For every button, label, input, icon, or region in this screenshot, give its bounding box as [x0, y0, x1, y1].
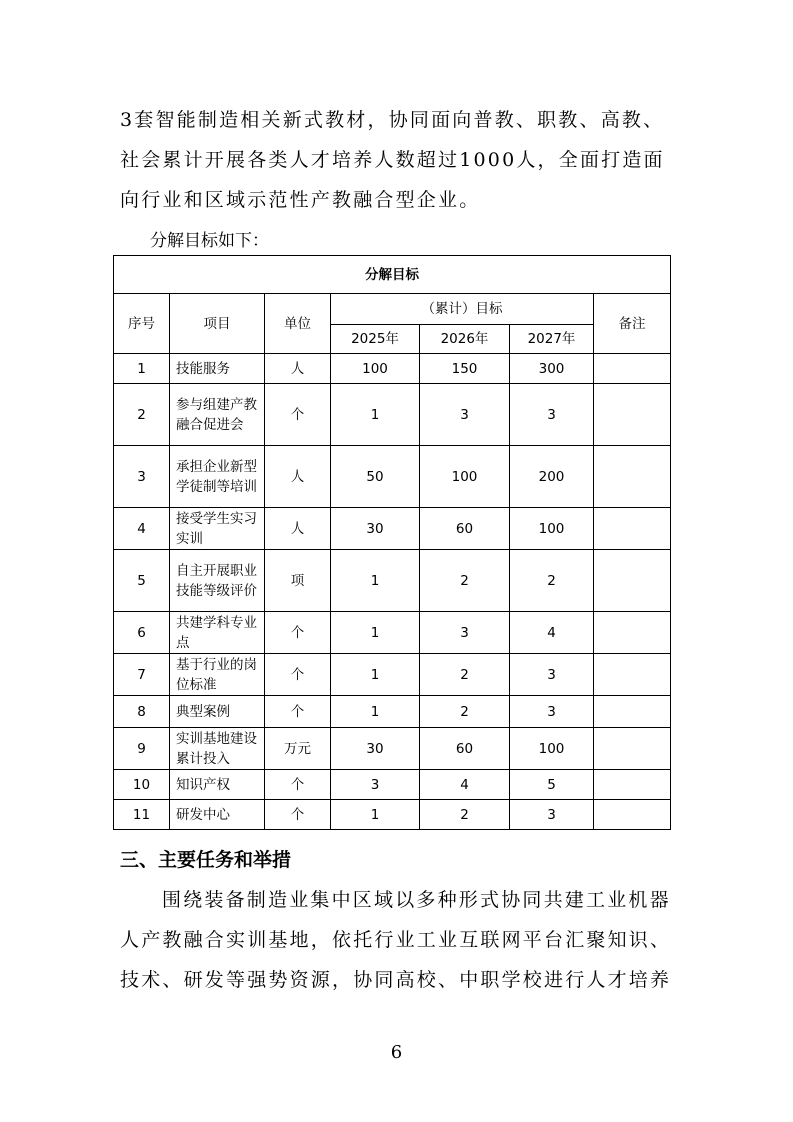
- cell-unit: 人: [265, 446, 331, 508]
- body-paragraph-1: 3套智能制造相关新式教材，协同面向普教、职教、高教、社会累计开展各类人才培养人数超过1000人，全面打造面向行业和区域示范性产教融合型企业。: [120, 109, 665, 211]
- cell-2026: 60: [420, 728, 510, 770]
- table-row: [114, 612, 671, 654]
- cell-item: 知识产权: [170, 770, 265, 800]
- cell-seq: 1: [114, 354, 170, 384]
- cell-seq: 9: [114, 728, 170, 770]
- cell-seq: 7: [114, 654, 170, 696]
- cell-2025: 30: [331, 728, 420, 770]
- cell-unit: 个: [265, 384, 331, 446]
- header-seq: 序号: [114, 294, 170, 354]
- cell-2027: 200: [510, 446, 594, 508]
- header-item: 项目: [170, 294, 265, 354]
- table-row: [114, 696, 671, 728]
- cell-2025: 3: [331, 770, 420, 800]
- cell-unit: 个: [265, 770, 331, 800]
- section-heading: 三、主要任务和举措: [120, 849, 292, 871]
- cell-2025: 100: [331, 354, 420, 384]
- table-row: [114, 384, 671, 446]
- table-intro-text: 分解目标如下：: [150, 231, 269, 251]
- cell-seq: 11: [114, 800, 170, 830]
- cell-2027: 4: [510, 612, 594, 654]
- cell-note: [594, 696, 671, 728]
- header-year-2025: 2025年: [331, 325, 420, 354]
- cell-note: [594, 508, 671, 550]
- cell-item: 技能服务: [170, 354, 265, 384]
- cell-note: [594, 800, 671, 830]
- page-number: 6: [390, 1042, 403, 1063]
- cell-2026: 3: [420, 612, 510, 654]
- cell-item: 实训基地建设累计投入: [170, 728, 265, 770]
- cell-2025: 1: [331, 384, 420, 446]
- cell-seq: 10: [114, 770, 170, 800]
- cell-2027: 100: [510, 728, 594, 770]
- header-note: 备注: [594, 294, 671, 354]
- table-row: [114, 728, 671, 770]
- cell-item: 基于行业的岗位标准: [170, 654, 265, 696]
- cell-2025: 1: [331, 654, 420, 696]
- cell-note: [594, 728, 671, 770]
- cell-item: 接受学生实习实训: [170, 508, 265, 550]
- header-target: （累计）目标: [331, 294, 594, 325]
- cell-2027: 3: [510, 696, 594, 728]
- cell-item: 参与组建产教融合促进会: [170, 384, 265, 446]
- cell-2025: 1: [331, 612, 420, 654]
- cell-item: 自主开展职业技能等级评价: [170, 550, 265, 612]
- body-paragraph-2: 围绕装备制造业集中区域以多种形式协同共建工业机器人产教融合实训基地，依托行业工业互联网平台汇聚知识、技术、研发等强势资源，协同高校、中职学校进行人才培养: [120, 889, 672, 991]
- cell-item: 典型案例: [170, 696, 265, 728]
- table-row: [114, 446, 671, 508]
- table-row: [114, 800, 671, 830]
- table-row: [114, 508, 671, 550]
- cell-2026: 2: [420, 654, 510, 696]
- cell-seq: 5: [114, 550, 170, 612]
- cell-2026: 2: [420, 800, 510, 830]
- header-year-2027: 2027年: [510, 325, 594, 354]
- cell-unit: 人: [265, 354, 331, 384]
- cell-unit: 人: [265, 508, 331, 550]
- cell-2026: 60: [420, 508, 510, 550]
- cell-note: [594, 446, 671, 508]
- cell-note: [594, 354, 671, 384]
- cell-2027: 100: [510, 508, 594, 550]
- cell-unit: 个: [265, 612, 331, 654]
- cell-2025: 1: [331, 550, 420, 612]
- table-row: [114, 354, 671, 384]
- cell-item: 共建学科专业点: [170, 612, 265, 654]
- cell-note: [594, 384, 671, 446]
- cell-unit: 个: [265, 800, 331, 830]
- cell-2027: 3: [510, 800, 594, 830]
- cell-note: [594, 654, 671, 696]
- table-row: [114, 770, 671, 800]
- cell-unit: 个: [265, 654, 331, 696]
- table-title: 分解目标: [114, 256, 671, 294]
- cell-2026: 150: [420, 354, 510, 384]
- cell-note: [594, 770, 671, 800]
- cell-seq: 3: [114, 446, 170, 508]
- cell-2026: 3: [420, 384, 510, 446]
- cell-2025: 1: [331, 800, 420, 830]
- cell-2026: 4: [420, 770, 510, 800]
- cell-2027: 3: [510, 654, 594, 696]
- cell-2027: 3: [510, 384, 594, 446]
- header-year-2026: 2026年: [420, 325, 510, 354]
- cell-seq: 2: [114, 384, 170, 446]
- cell-2025: 1: [331, 696, 420, 728]
- cell-2026: 100: [420, 446, 510, 508]
- cell-2027: 5: [510, 770, 594, 800]
- cell-2027: 2: [510, 550, 594, 612]
- cell-seq: 4: [114, 508, 170, 550]
- cell-2025: 30: [331, 508, 420, 550]
- cell-2026: 2: [420, 696, 510, 728]
- cell-2026: 2: [420, 550, 510, 612]
- cell-note: [594, 550, 671, 612]
- cell-item: 承担企业新型学徒制等培训: [170, 446, 265, 508]
- cell-unit: 个: [265, 696, 331, 728]
- header-unit: 单位: [265, 294, 331, 354]
- cell-unit: 万元: [265, 728, 331, 770]
- table-row: [114, 550, 671, 612]
- goals-table: [113, 255, 671, 830]
- cell-unit: 项: [265, 550, 331, 612]
- cell-seq: 6: [114, 612, 170, 654]
- cell-item: 研发中心: [170, 800, 265, 830]
- cell-2025: 50: [331, 446, 420, 508]
- cell-2027: 300: [510, 354, 594, 384]
- cell-note: [594, 612, 671, 654]
- table-row: [114, 654, 671, 696]
- cell-seq: 8: [114, 696, 170, 728]
